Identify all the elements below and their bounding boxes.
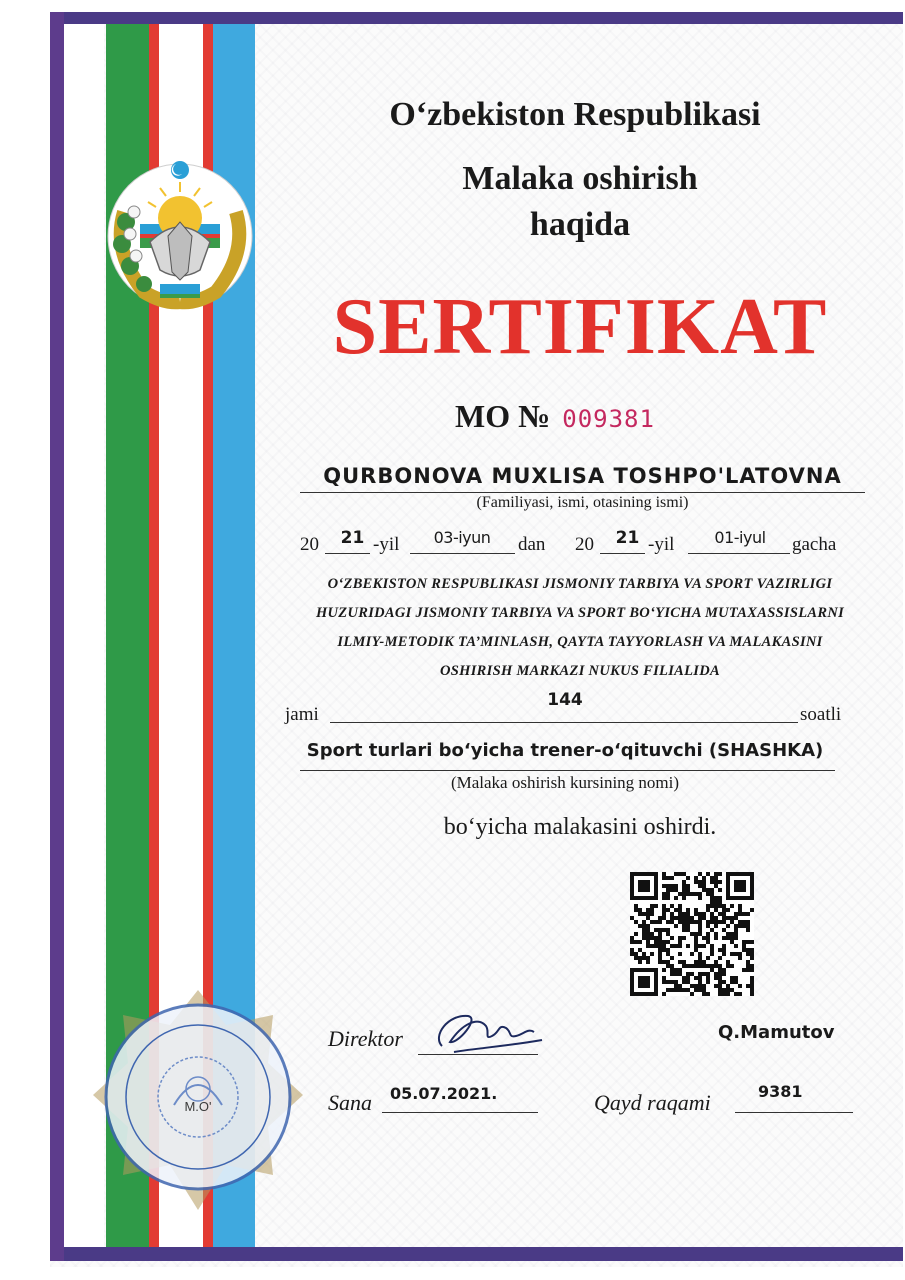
course-underline (300, 770, 835, 771)
period-year-2: 21 (615, 528, 640, 548)
certificate-number-value: 009381 (562, 405, 655, 433)
registration-label: Qayd raqami (594, 1090, 711, 1115)
hours-underline (330, 722, 798, 723)
period-gacha: gacha (792, 534, 837, 555)
date-underline (382, 1112, 538, 1113)
period-prefix-2: 20 (575, 534, 594, 555)
director-label: Direktor (328, 1026, 403, 1051)
registration-underline (735, 1112, 853, 1113)
certificate-number (455, 398, 775, 435)
director-name: Q.Mamutov (718, 1022, 835, 1043)
qr-code-icon (630, 872, 754, 996)
organization-line-3: ILMIY-METODIK TA’MINLASH, QAYTA TAYYORLASH VA MALAKASINI (337, 634, 823, 650)
period-start-date: 03-iyun (433, 528, 491, 547)
holder-name-caption: (Familiyasi, ismi, otasining ismi) (476, 494, 689, 511)
year1-underline (325, 553, 370, 554)
organization-line-4: OSHIRISH MARKAZI NUKUS FILIALIDA (440, 663, 720, 679)
state-emblem-icon (104, 152, 256, 312)
certificate-title: SERTIFIKAT (332, 283, 828, 371)
frame-top-border (50, 12, 903, 24)
period-yil-1: -yil (373, 534, 400, 555)
hours-soatli: soatli (800, 704, 842, 725)
hours-jami: jami (285, 704, 319, 725)
frame-bottom-border (50, 1247, 903, 1261)
official-seal-icon (88, 985, 308, 1215)
header-about-line: haqida (529, 206, 631, 243)
date-label: Sana (328, 1090, 372, 1115)
date1-underline (410, 553, 515, 554)
course-completion: bo‘yicha malakasini oshirdi. (443, 814, 717, 840)
organization-line-1: O‘ZBEKISTON RESPUBLIKASI JISMONIY TARBIYA VA SPORT VAZIRLIGI (327, 576, 833, 592)
year2-underline (600, 553, 645, 554)
registration-number: 9381 (758, 1082, 803, 1101)
course-name-caption: (Malaka oshirish kursining nomi) (450, 773, 680, 792)
period-end-date: 01-iyul (714, 528, 766, 547)
seal-mark: M.O' (184, 1099, 212, 1114)
hours-value: 144 (547, 690, 583, 710)
organization-line-2: HUZURIDAGI JISMONIY TARBIYA VA SPORT BO‘YICHA MUTAXASSISLARNI (315, 605, 845, 621)
period-yil-2: -yil (648, 534, 675, 555)
header-republic: O‘zbekiston Respublikasi (389, 96, 761, 133)
certificate-number-label: MO № (455, 398, 551, 434)
frame-left-border (50, 12, 64, 1261)
name-underline (300, 492, 865, 493)
period-year-1: 21 (340, 528, 365, 548)
course-name: Sport turlari bo‘yicha trener-o‘qituvchi (SHASHKA) (306, 740, 824, 761)
issue-date: 05.07.2021. (390, 1084, 498, 1103)
director-signature-icon (428, 1006, 548, 1056)
header-training-line: Malaka oshirish (462, 160, 698, 197)
period-dan: dan (518, 534, 546, 555)
date2-underline (688, 553, 790, 554)
period-prefix-1: 20 (300, 534, 319, 555)
holder-full-name: QURBONOVA MUXLISA TOSHPO'LATOVNA (323, 464, 842, 488)
